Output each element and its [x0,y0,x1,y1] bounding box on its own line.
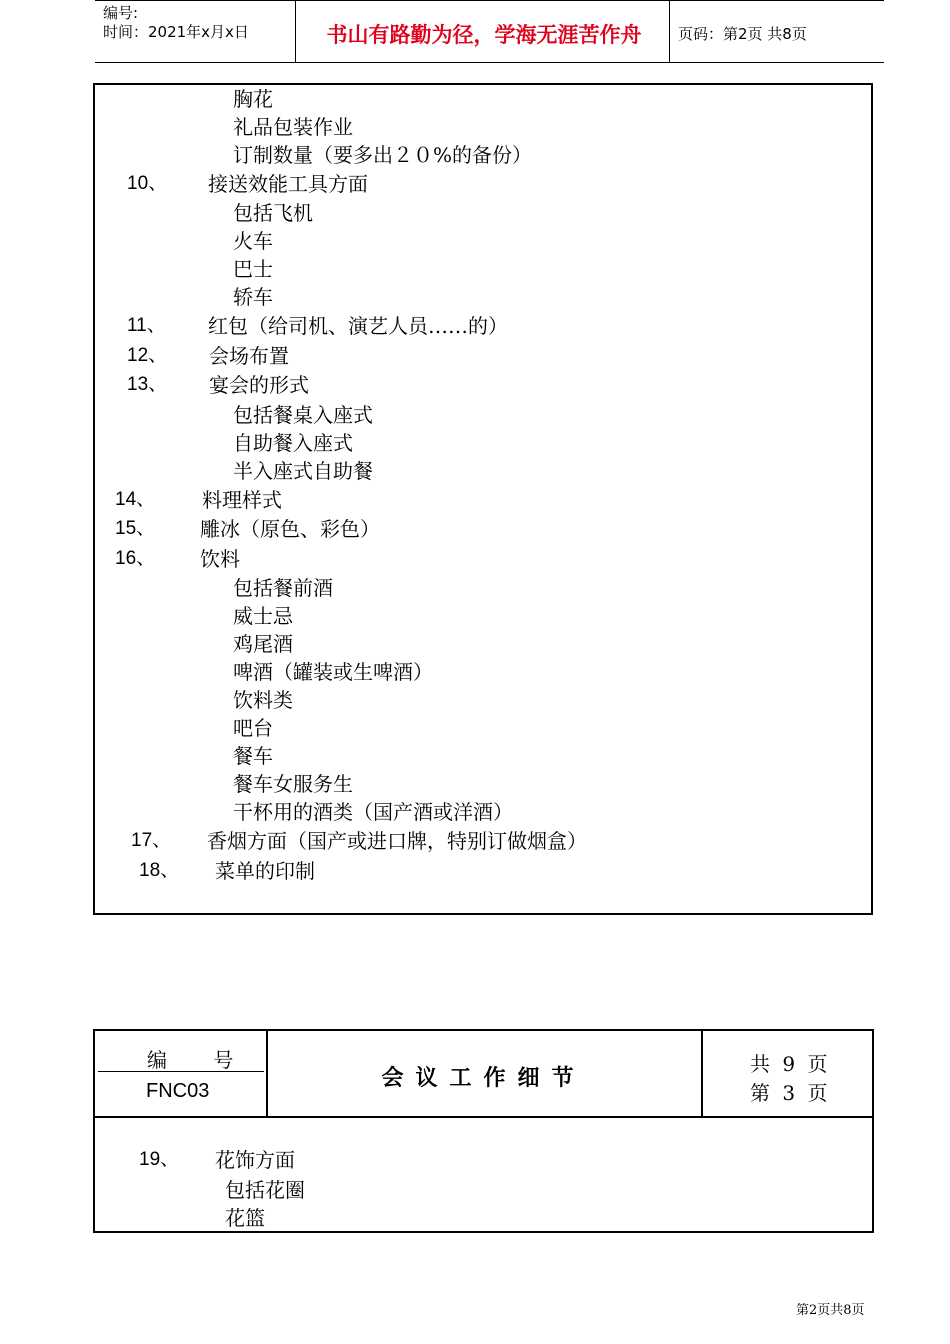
list-item: 鸡尾酒 [233,632,293,656]
list-item: 吧台 [233,716,273,740]
item-number: 11、 [127,315,166,336]
list-item: 菜单的印制 [215,859,315,883]
list-item: 礼品包装作业 [233,115,353,139]
item-number: 17、 [131,830,172,851]
item-number: 14、 [115,489,156,510]
header-page-info: 页码：第2页 共8页 [678,25,807,43]
list-item: 干杯用的酒类（国产酒或洋酒） [233,800,513,824]
list-item: 宴会的形式 [209,373,309,397]
list-item: 包括飞机 [233,201,313,225]
list-item: 饮料类 [233,688,293,712]
current-page: 第 3 页 [750,1081,831,1105]
number-label: 编号: [103,4,139,22]
list-item: 啤酒（罐装或生啤酒） [233,660,433,684]
item-number: 12、 [127,345,168,366]
list-item: 订制数量（要多出２０%的备份） [233,143,533,167]
list-item: 餐车 [233,744,273,768]
list-item: 自助餐入座式 [233,431,353,455]
document-title: 会议工作细节 [381,1066,586,1091]
header-meta [103,4,249,42]
time-label: 时间：2021年x月x日 [103,23,249,41]
number-label: 编 号 [147,1048,254,1072]
list-item: 半入座式自助餐 [233,459,373,483]
header-divider [295,1,296,62]
item-number: 10、 [127,173,168,194]
list-item: 包括花圈 [225,1178,305,1202]
header-slogan: 书山有路勤为径，学海无涯苦作舟 [326,23,642,47]
list-item: 胸花 [233,87,273,111]
list-item: 包括餐前酒 [233,576,333,600]
header-divider [669,1,670,62]
list-item: 餐车女服务生 [233,772,353,796]
item-number: 18、 [139,860,180,881]
list-item: 接送效能工具方面 [208,172,368,196]
page-footer: 第2页共8页 [796,1303,865,1318]
list-item: 香烟方面（国产或进口牌，特别订做烟盒） [207,829,587,853]
list-item: 包括餐桌入座式 [233,403,373,427]
cell-divider [98,1071,264,1072]
list-item: 火车 [233,229,273,253]
item-number: 16、 [115,548,156,569]
page-header [95,0,884,63]
list-item: 轿车 [233,285,273,309]
number-cell [95,1031,268,1116]
list-item: 料理样式 [202,488,282,512]
total-pages: 共 9 页 [750,1052,831,1076]
list-item: 花饰方面 [215,1148,295,1172]
list-item: 花篮 [225,1206,265,1230]
list-item: 威士忌 [233,604,293,628]
list-item: 雕冰（原色、彩色） [200,517,380,541]
list-item: 饮料 [200,547,240,571]
item-number: 15、 [115,518,156,539]
list-item: 红包（给司机、演艺人员……的） [208,314,508,338]
item-number: 13、 [127,374,168,395]
content-box [93,83,873,915]
document-info-table [93,1029,874,1233]
item-number: 19、 [139,1149,180,1170]
table-divider [95,1116,872,1118]
document-code: FNC03 [146,1080,210,1102]
list-item: 巴士 [233,257,273,281]
list-item: 会场布置 [209,344,289,368]
